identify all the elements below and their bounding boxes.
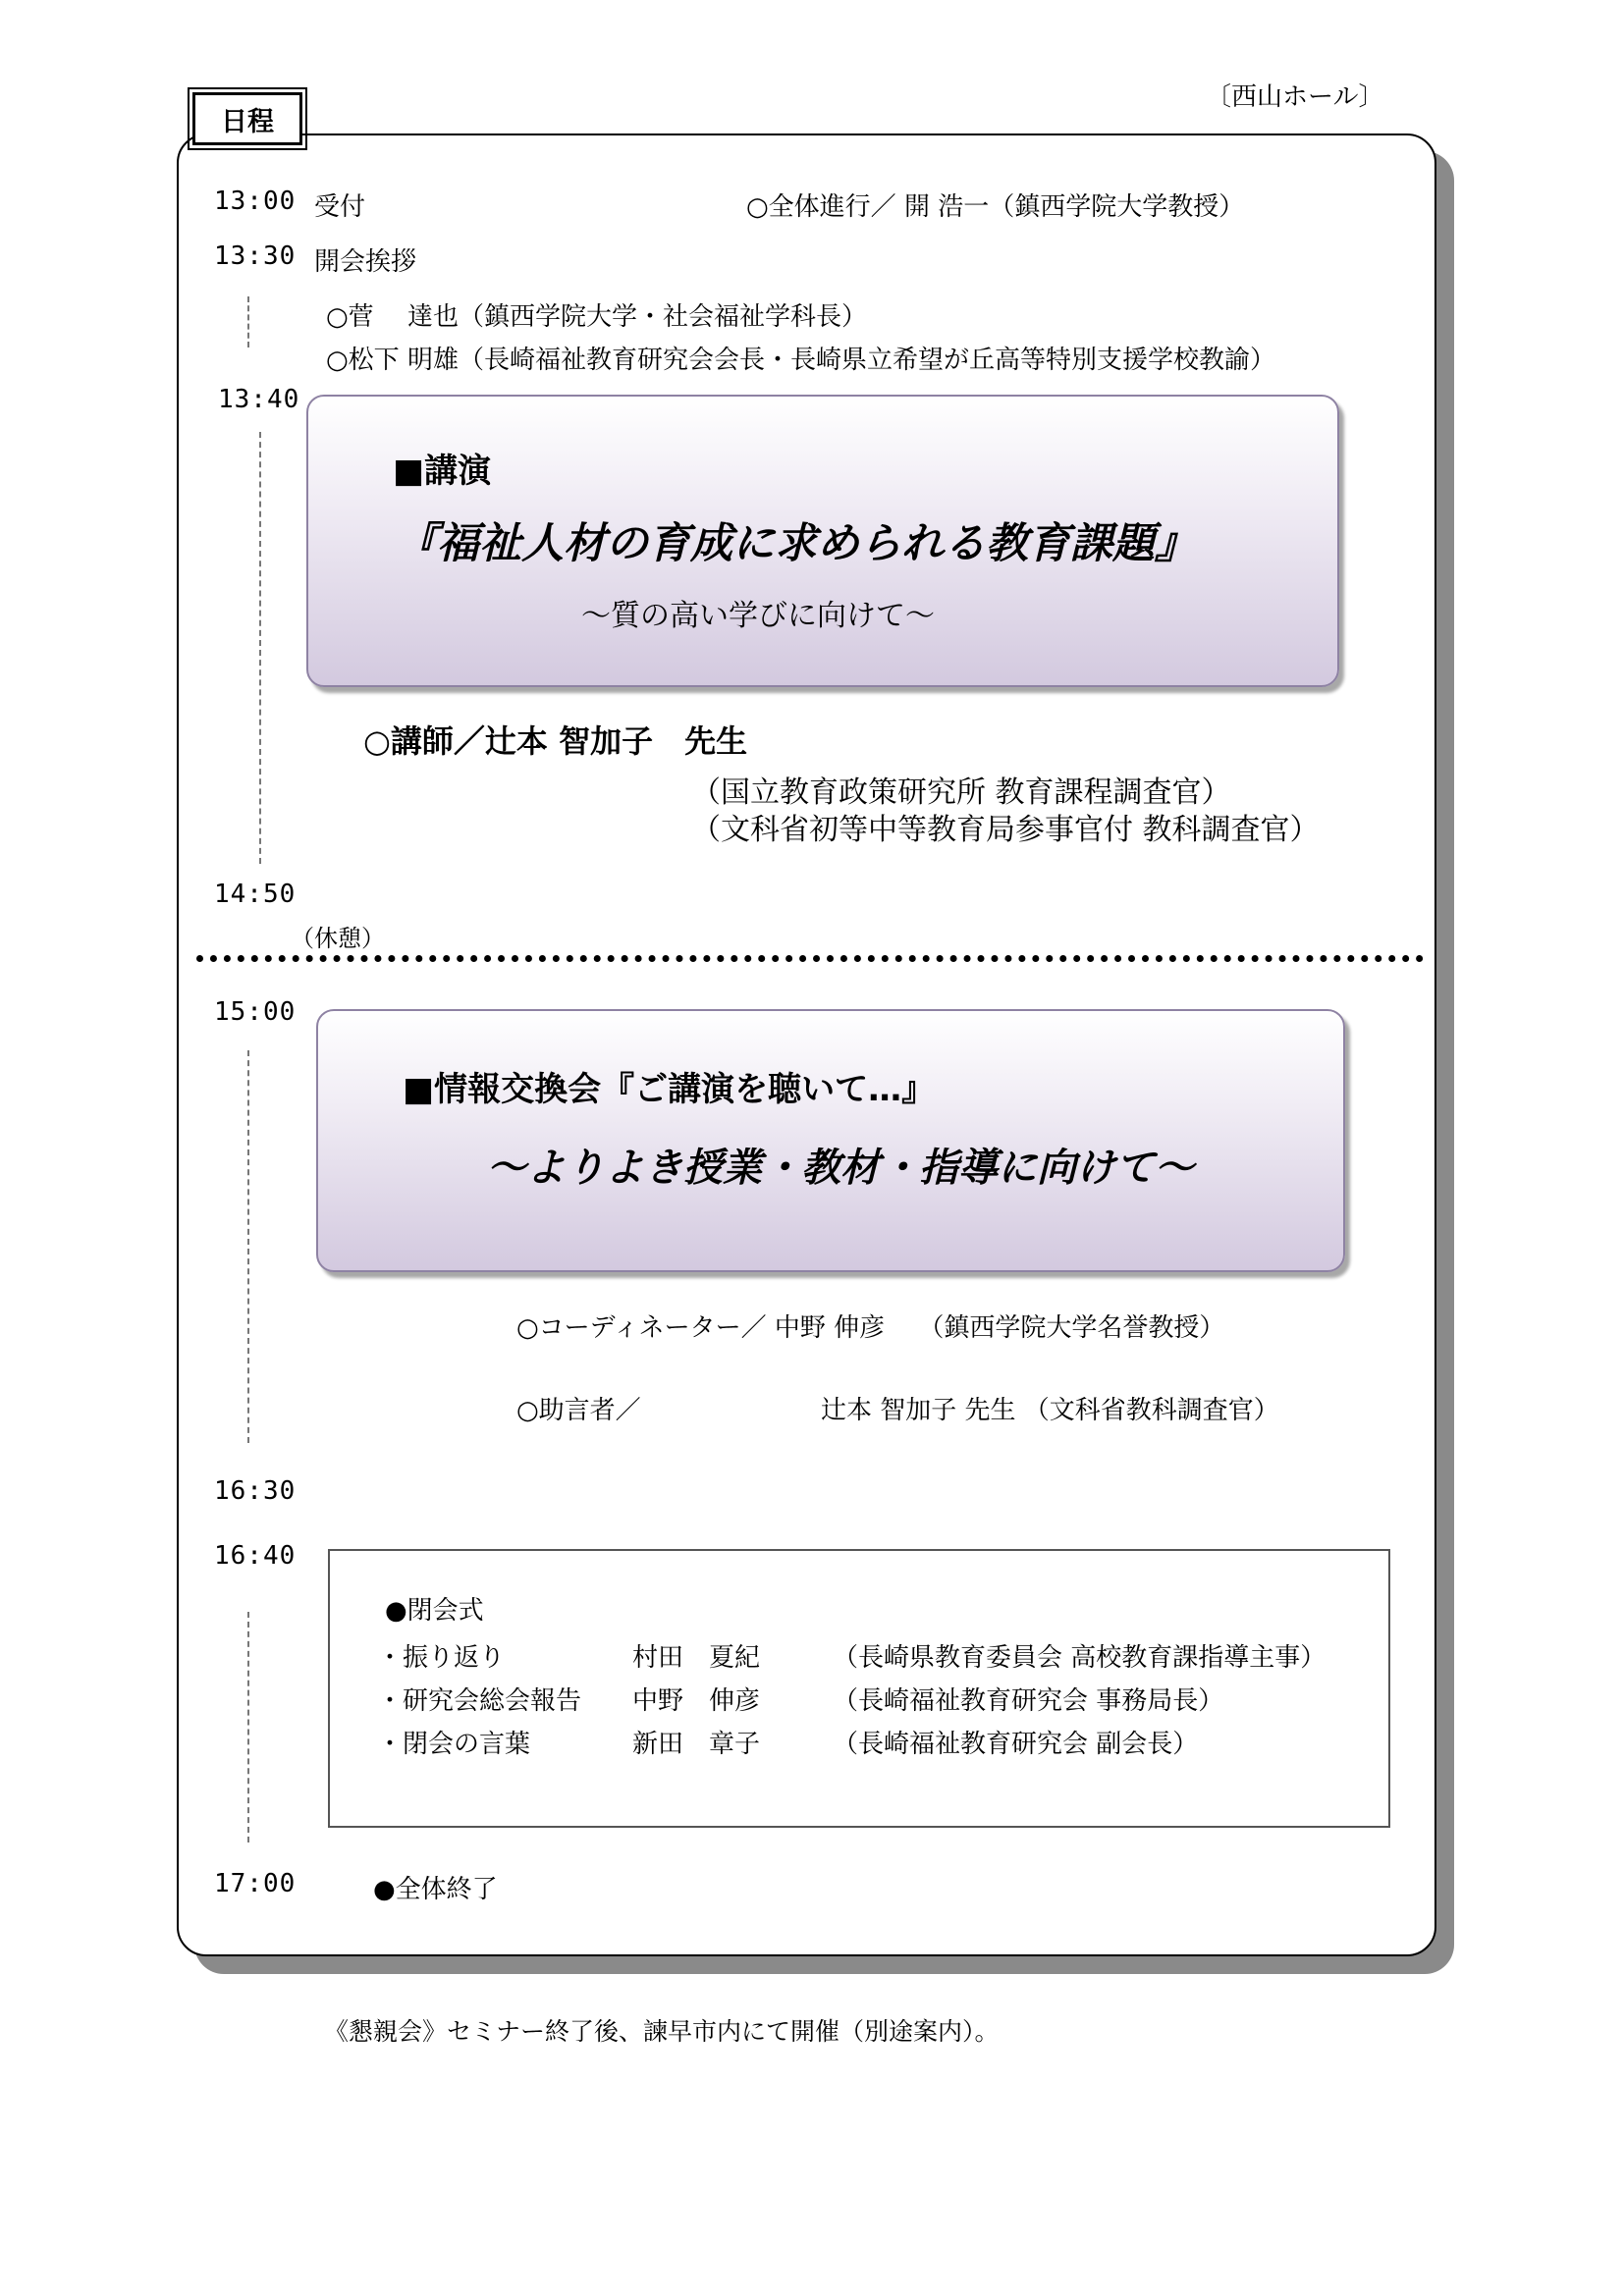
opening-label: 開会挨拶 — [314, 247, 417, 277]
closing-item-affiliation: （長崎福祉教育研究会 副会長） — [833, 1730, 1199, 1759]
timeline-line — [247, 1050, 249, 1443]
closing-item-label: ・研究会総会報告 — [377, 1686, 582, 1716]
closing-item-label: ・振り返り — [377, 1643, 506, 1673]
closing-item-label: ・閉会の言葉 — [377, 1730, 531, 1759]
end-label: ●全体終了 — [373, 1875, 498, 1904]
timeline-line — [247, 296, 249, 347]
lecture-title: 『福祉人材の育成に求められる教育課題』 — [395, 519, 1197, 568]
timeline-line — [259, 432, 261, 864]
section-separator — [196, 955, 1424, 962]
time-1300: 13:00 — [214, 187, 297, 216]
exchange-subtitle: ～よりよき授業・教材・指導に向けて～ — [487, 1146, 1194, 1191]
time-1700: 17:00 — [214, 1869, 297, 1898]
footer-note: 《懇親会》セミナー終了後、諫早市内にて開催（別途案内）。 — [324, 2017, 1000, 2046]
lecturer: ○講師／辻本 智加子 先生 — [363, 722, 748, 760]
closing-item-name: 新田 章子 — [632, 1730, 761, 1759]
closing-item-affiliation: （長崎福祉教育研究会 事務局長） — [833, 1686, 1224, 1716]
exchange-heading: ■情報交換会『ご講演を聴いて…』 — [403, 1070, 936, 1109]
advisor-label: ○助言者／ — [516, 1396, 641, 1425]
timeline-line — [247, 1612, 249, 1842]
lecturer-affiliation-1: （国立教育政策研究所 教育課程調査官） — [691, 775, 1231, 810]
greeter-2: ○松下 明雄（長崎福祉教育研究会会長・長崎県立希望が丘高等特別支援学校教諭） — [326, 346, 1275, 375]
schedule-tag: 日程 — [192, 92, 302, 145]
venue-label: 〔西山ホール〕 — [1206, 82, 1384, 112]
closing-heading: ●閉会式 — [385, 1596, 484, 1626]
advisor: 辻本 智加子 先生 （文科省教科調査官） — [821, 1396, 1279, 1425]
lecture-heading: ■講演 — [393, 452, 492, 491]
lecture-box — [306, 395, 1339, 687]
closing-item-name: 村田 夏紀 — [632, 1643, 761, 1673]
greeter-1: ○菅 達也（鎮西学院大学・社会福祉学科長） — [326, 302, 867, 332]
reception-label: 受付 — [314, 192, 366, 222]
closing-item-name: 中野 伸彦 — [632, 1686, 761, 1716]
time-1450: 14:50 — [214, 880, 297, 909]
time-1500: 15:00 — [214, 997, 297, 1027]
time-1330: 13:30 — [214, 241, 297, 271]
break-label: （休憩） — [291, 925, 385, 952]
closing-item-affiliation: （長崎県教育委員会 高校教育課指導主事） — [833, 1643, 1326, 1673]
coordinator: ○コーディネーター／ 中野 伸彦 （鎮西学院大学名誉教授） — [516, 1313, 1225, 1343]
time-1630: 16:30 — [214, 1476, 297, 1506]
time-1340: 13:40 — [218, 385, 300, 414]
time-1640: 16:40 — [214, 1541, 297, 1571]
mc-label: ○全体進行／ 開 浩一（鎮西学院大学教授） — [746, 192, 1245, 222]
lecturer-affiliation-2: （文科省初等中等教育局参事官付 教科調査官） — [691, 813, 1320, 847]
exchange-box — [316, 1009, 1345, 1272]
lecture-subtitle: ～質の高い学びに向けて～ — [581, 599, 935, 633]
